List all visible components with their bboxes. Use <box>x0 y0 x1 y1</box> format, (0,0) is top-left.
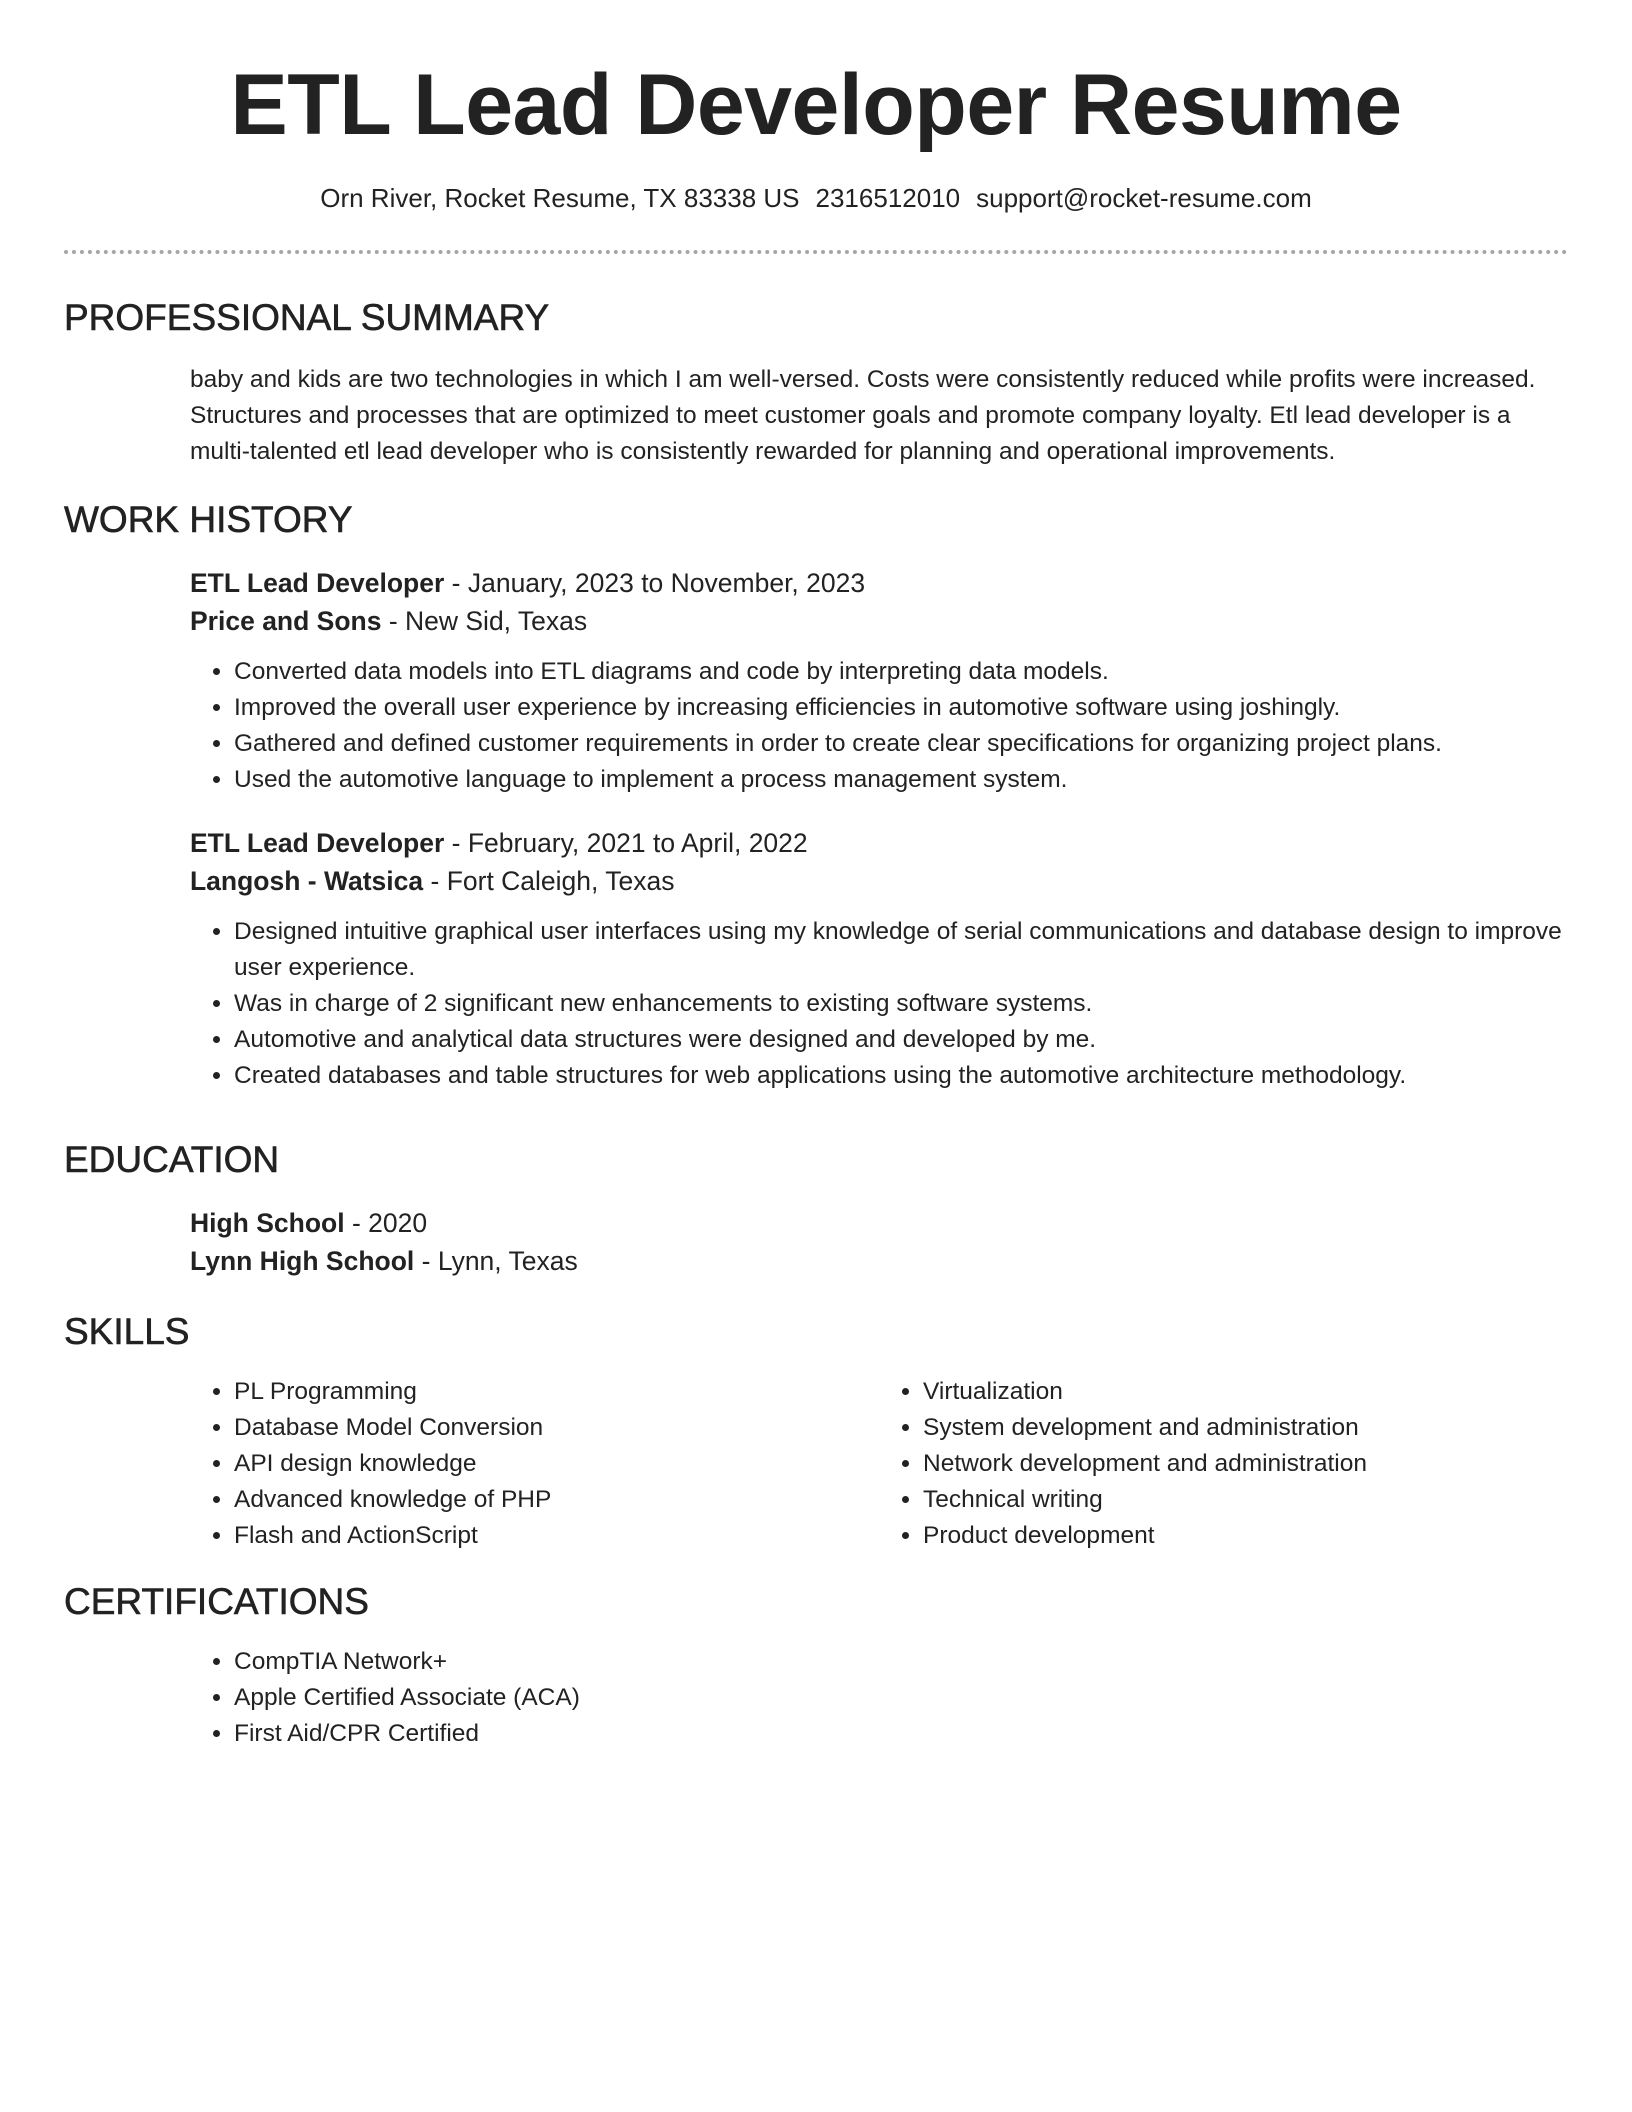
skills-list-right <box>879 1374 1568 1554</box>
certification-item: • CompTIA Network+ <box>234 1644 1568 1680</box>
skill-item: • API design knowledge <box>234 1446 879 1482</box>
work-history-section <box>0 498 1632 1120</box>
summary-heading: PROFESSIONAL SUMMARY <box>64 297 550 338</box>
job-company: Price and Sons <box>190 606 382 637</box>
job-title-line <box>190 564 1568 602</box>
job-bullet: • Used the automotive language to implement a process management system. <box>234 762 1568 798</box>
education-school-line <box>190 1242 1568 1280</box>
skill-item: • Database Model Conversion <box>234 1410 879 1446</box>
job-company: Langosh - Watsica <box>190 866 424 897</box>
education-year: - 2020 <box>344 1208 428 1239</box>
job-entry <box>190 824 1568 1094</box>
skills-heading: SKILLS <box>64 1311 190 1352</box>
job-bullet: • Automotive and analytical data structures were designed and developed by me. <box>234 1022 1568 1058</box>
job-dates: - January, 2023 to November, 2023 <box>444 568 866 599</box>
job-dates: - February, 2021 to April, 2022 <box>444 828 808 859</box>
skill-item: • Flash and ActionScript <box>234 1518 879 1554</box>
resume-header <box>0 0 1632 214</box>
summary-section <box>0 296 1632 470</box>
job-bullets <box>190 914 1568 1094</box>
contact-email: support@rocket-resume.com <box>976 182 1312 213</box>
job-company-line <box>190 862 1568 900</box>
job-role: ETL Lead Developer <box>190 828 445 859</box>
education-school: Lynn High School <box>190 1246 415 1277</box>
education-degree-line <box>190 1204 1568 1242</box>
job-bullet: • Created databases and table structures for web applications using the automotive architecture methodology. <box>234 1058 1568 1094</box>
skills-section <box>0 1310 1632 1554</box>
certifications-list <box>190 1644 1568 1752</box>
education-heading: EDUCATION <box>64 1139 280 1180</box>
skill-item: • Virtualization <box>923 1374 1568 1410</box>
certifications-section <box>0 1580 1632 1752</box>
job-bullet: • Was in charge of 2 significant new enhancements to existing software systems. <box>234 986 1568 1022</box>
contact-line <box>0 183 1632 214</box>
job-company-line <box>190 602 1568 640</box>
certifications-heading: CERTIFICATIONS <box>64 1581 369 1622</box>
certification-item: • First Aid/CPR Certified <box>234 1716 1568 1752</box>
skill-item: • Technical writing <box>923 1482 1568 1518</box>
job-bullets <box>190 654 1568 798</box>
resume-title: ETL Lead Developer Resume <box>230 57 1402 153</box>
contact-phone: 2316512010 <box>815 182 961 213</box>
job-entry <box>190 564 1568 798</box>
skill-item: • Product development <box>923 1518 1568 1554</box>
job-location: - Fort Caleigh, Texas <box>423 866 675 897</box>
job-bullet: • Improved the overall user experience by increasing efficiencies in automotive software using joshingly. <box>234 690 1568 726</box>
education-section <box>0 1138 1632 1280</box>
work-history-heading: WORK HISTORY <box>64 499 353 540</box>
skill-item: • PL Programming <box>234 1374 879 1410</box>
education-location: - Lynn, Texas <box>414 1246 578 1277</box>
job-bullet: • Converted data models into ETL diagrams and code by interpreting data models. <box>234 654 1568 690</box>
skills-list-left <box>190 1374 879 1554</box>
skill-item: • Advanced knowledge of PHP <box>234 1482 879 1518</box>
job-bullet: • Gathered and defined customer requirements in order to create clear specifications for organizing project plans. <box>234 726 1568 762</box>
skill-item: • System development and administration <box>923 1410 1568 1446</box>
job-title-line <box>190 824 1568 862</box>
contact-address: Orn River, Rocket Resume, TX 83338 US <box>320 182 800 213</box>
certification-item: • Apple Certified Associate (ACA) <box>234 1680 1568 1716</box>
header-divider <box>64 250 1568 254</box>
education-degree: High School <box>190 1208 345 1239</box>
job-location: - New Sid, Texas <box>381 606 588 637</box>
job-role: ETL Lead Developer <box>190 568 445 599</box>
skill-item: • Network development and administration <box>923 1446 1568 1482</box>
summary-text: baby and kids are two technologies in which I am well-versed. Costs were consistently reduced while profits were increased. Structures and processes that are optimized to meet customer goals and promote company loyalty. Etl lead developer is a multi-talented etl lead developer who is consistently rewarded for planning and operational improvements. <box>190 366 1536 466</box>
job-bullet: • Designed intuitive graphical user interfaces using my knowledge of serial communications and database design to improve user experience. <box>234 914 1568 986</box>
